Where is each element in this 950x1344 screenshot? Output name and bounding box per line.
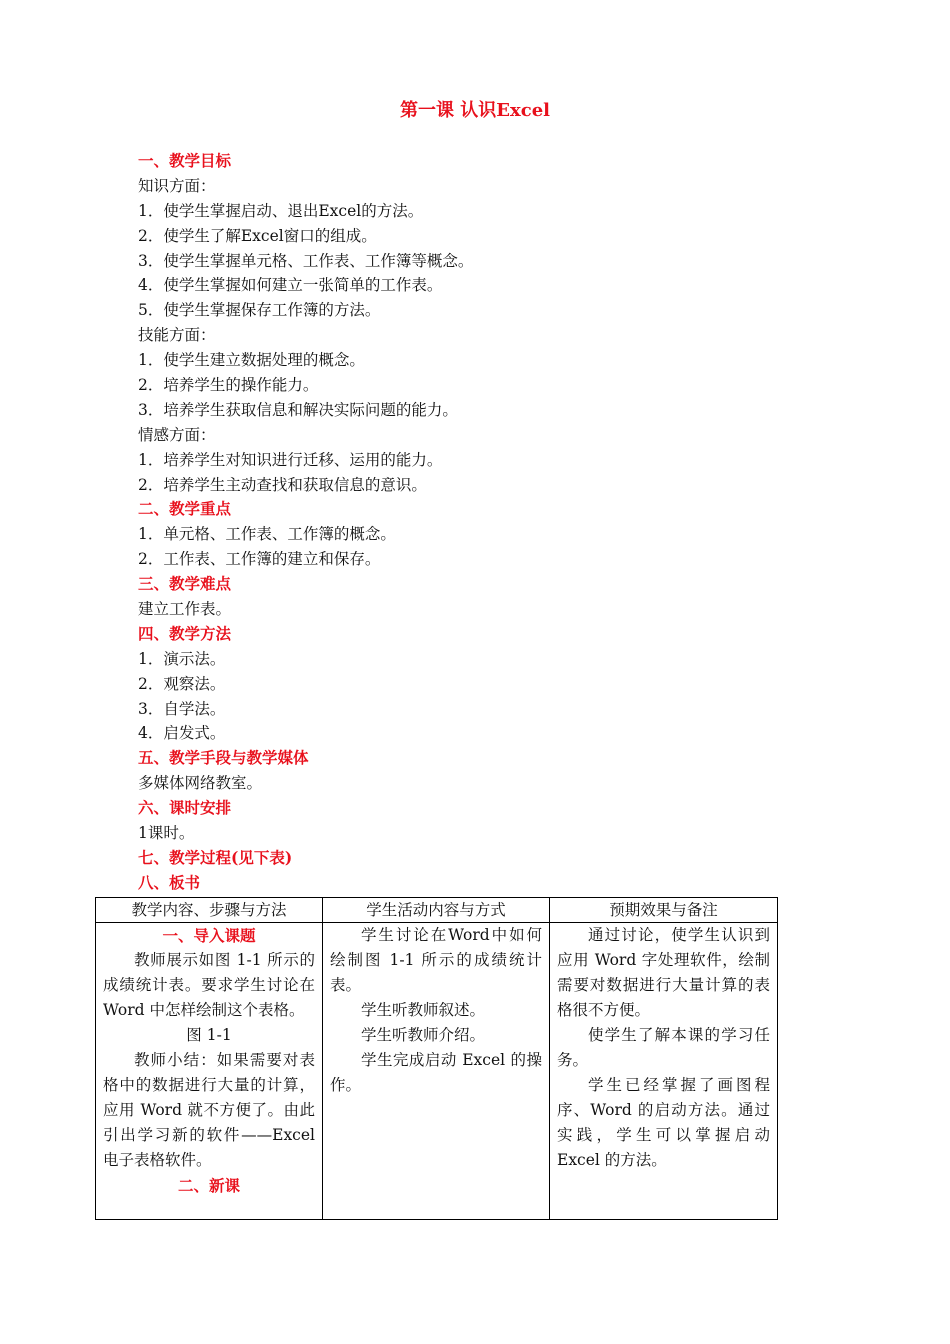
emotion-item: 1．培养学生对知识进行迁移、运用的能力。	[138, 450, 443, 469]
section-heading-process: 七、教学过程(见下表)	[138, 847, 293, 867]
method-item: 4．启发式。	[138, 724, 226, 743]
section-heading-methods: 四、教学方法	[138, 623, 232, 643]
media-text: 多媒体网络教室。	[138, 774, 263, 793]
knowledge-item: 2．使学生了解Excel窗口的组成。	[138, 226, 377, 245]
table-cell-expected-effect	[550, 923, 778, 1220]
knowledge-item: 5．使学生掌握保存工作簿的方法。	[138, 301, 381, 320]
cell-heading-intro: 一、导入课题	[162, 926, 256, 945]
method-item: 3．自学法。	[138, 699, 226, 718]
skill-item: 3．培养学生获取信息和解决实际问题的能力。	[138, 400, 458, 419]
emotion-item: 2．培养学生主动查找和获取信息的意识。	[138, 475, 427, 494]
section-heading-key-points: 二、教学重点	[138, 499, 232, 519]
cell-paragraph: 学生讨论在Word中如何绘制图 1-1 所示的成绩统计表。	[330, 926, 542, 994]
skill-label: 技能方面：	[138, 326, 216, 345]
skill-item: 2．培养学生的操作能力。	[138, 376, 319, 395]
key-point-item: 2．工作表、工作簿的建立和保存。	[138, 550, 381, 569]
table-cell-teaching-content	[96, 923, 323, 1220]
cell-paragraph: 使学生了解本课的学习任务。	[557, 1026, 770, 1069]
table-cell-student-activity	[323, 923, 550, 1220]
figure-caption: 图 1-1	[186, 1026, 232, 1044]
lesson-plan-body	[138, 149, 778, 896]
knowledge-item: 1．使学生掌握启动、退出Excel的方法。	[138, 201, 424, 220]
knowledge-item: 4．使学生掌握如何建立一张简单的工作表。	[138, 276, 443, 295]
knowledge-item: 3．使学生掌握单元格、工作表、工作簿等概念。	[138, 251, 474, 270]
page-title: 第一课 认识Excel	[400, 100, 550, 121]
schedule-text: 1课时。	[138, 824, 195, 843]
cell-heading-new-lesson: 二、新课	[177, 1176, 240, 1195]
section-heading-board: 八、板书	[138, 872, 201, 892]
section-heading-media: 五、教学手段与教学媒体	[138, 748, 309, 768]
table-header: 教学内容、步骤与方法	[96, 898, 323, 923]
teaching-process-table	[95, 897, 778, 1220]
emotion-label: 情感方面：	[138, 425, 216, 444]
cell-paragraph: 学生已经掌握了画图程序、Word 的启动方法。通过实践，学生可以掌握启动 Excel 的方法。	[557, 1076, 770, 1169]
table-header: 预期效果与备注	[550, 898, 778, 923]
difficulty-text: 建立工作表。	[138, 600, 232, 619]
table-header: 学生活动内容与方式	[323, 898, 550, 923]
cell-paragraph: 学生完成启动 Excel 的操作。	[330, 1051, 542, 1094]
section-heading-schedule: 六、课时安排	[138, 798, 232, 818]
section-heading-difficulty: 三、教学难点	[138, 574, 232, 594]
knowledge-label: 知识方面：	[138, 176, 216, 195]
cell-paragraph: 通过讨论，使学生认识到应用 Word 字处理软件，绘制需要对数据进行大量计算的表格很不方便。	[557, 926, 770, 1019]
table-row	[96, 923, 778, 1220]
table-header-row	[96, 898, 778, 923]
skill-item: 1．使学生建立数据处理的概念。	[138, 351, 365, 370]
section-heading-goals: 一、教学目标	[138, 151, 232, 170]
cell-paragraph: 学生听教师介绍。	[361, 1026, 486, 1044]
key-point-item: 1．单元格、工作表、工作簿的概念。	[138, 525, 396, 544]
method-item: 2．观察法。	[138, 674, 226, 693]
method-item: 1．演示法。	[138, 649, 226, 668]
cell-paragraph: 教师小结：如果需要对表格中的数据进行大量的计算，应用 Word 就不方便了。由此引出学习新的软件——Excel电子表格软件。	[103, 1051, 315, 1169]
cell-paragraph: 学生听教师叙述。	[361, 1001, 486, 1019]
cell-paragraph: 教师展示如图 1-1 所示的成绩统计表。要求学生讨论在 Word 中怎样绘制这个表格。	[103, 951, 315, 1019]
